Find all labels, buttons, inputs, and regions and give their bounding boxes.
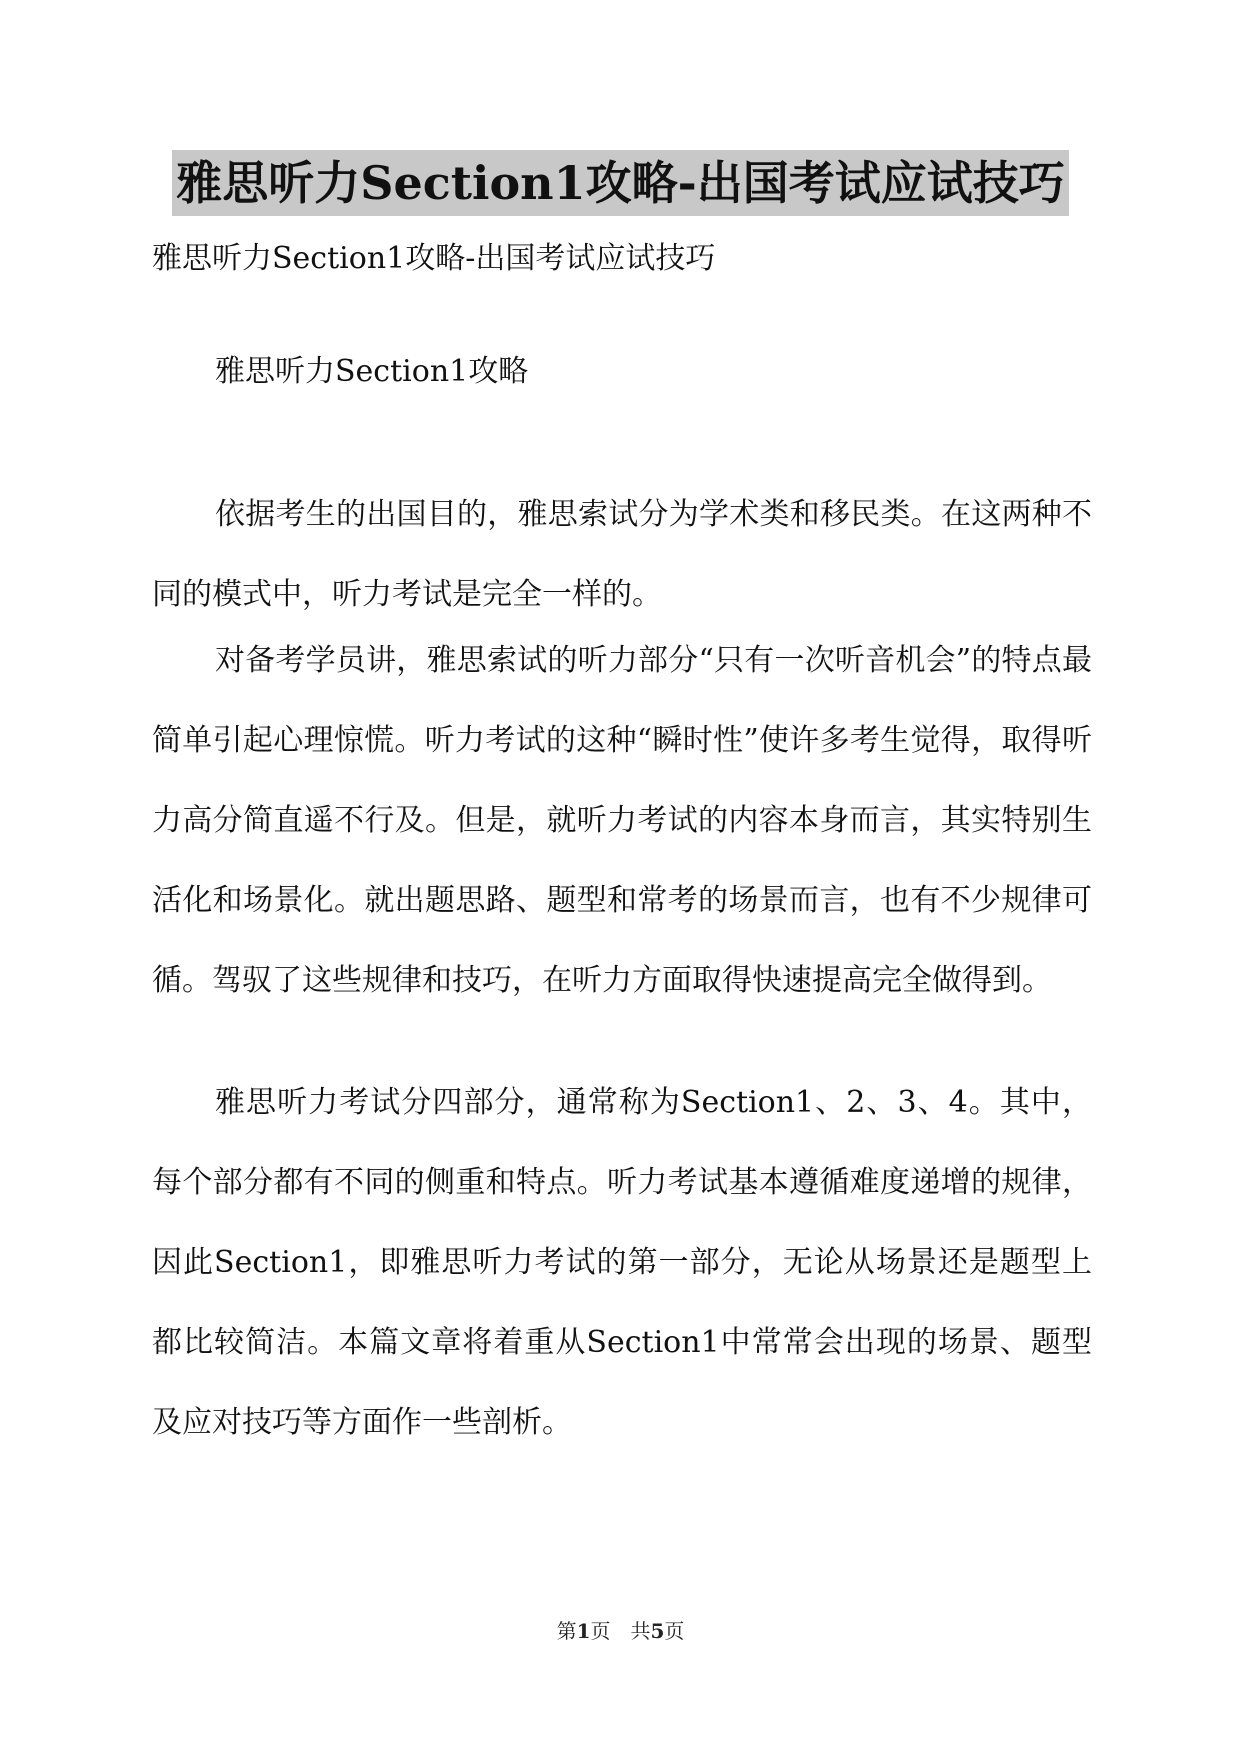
document-subtitle: 雅思听力Section1攻略-出国考试应试技巧	[152, 241, 716, 276]
body-paragraph: 依据考生的出国目的，雅思索试分为学术类和移民类。在这两种不同的模式中，听力考试是完全一样的。	[152, 497, 1092, 612]
footer-total-pages: 5	[650, 1619, 665, 1643]
footer-page-number: 1	[576, 1619, 591, 1643]
document-title: 雅思听力Section1攻略-出国考试应试技巧	[172, 150, 1068, 216]
body-paragraph: 对备考学员讲，雅思索试的听力部分“只有一次听音机会”的特点最简单引起心理惊慌。听力考试的这种“瞬时性”使许多考生觉得，取得听力高分简直遥不行及。但是，就听力考试的内容本身而言，其实特别生活化和场景化。就出题思路、题型和常考的场景而言，也有不少规律可循。驾驭了这些规律和技巧，在听力方面取得快速提高完全做得到。	[152, 643, 1092, 998]
title-container	[0, 150, 1241, 216]
footer-prefix: 第	[556, 1619, 577, 1643]
body-paragraph-3-container	[152, 1063, 1092, 1463]
section-heading: 雅思听力Section1攻略	[215, 354, 529, 389]
footer-middle: 页 共	[590, 1619, 651, 1643]
body-paragraph-1-container	[152, 475, 1092, 635]
page-footer	[0, 1615, 1241, 1644]
body-paragraph: 雅思听力考试分四部分，通常称为Section1、2、3、4。其中，每个部分都有不同的侧重和特点。听力考试基本遵循难度递增的规律，因此Section1，即雅思听力考试的第一部分，无论从场景还是题型上都比较简洁。本篇文章将着重从Section1中常常会出现的场景、题型及应对技巧等方面作一些剖析。	[152, 1085, 1092, 1440]
body-paragraph-2-container	[152, 621, 1092, 1021]
footer-suffix: 页	[664, 1619, 685, 1643]
